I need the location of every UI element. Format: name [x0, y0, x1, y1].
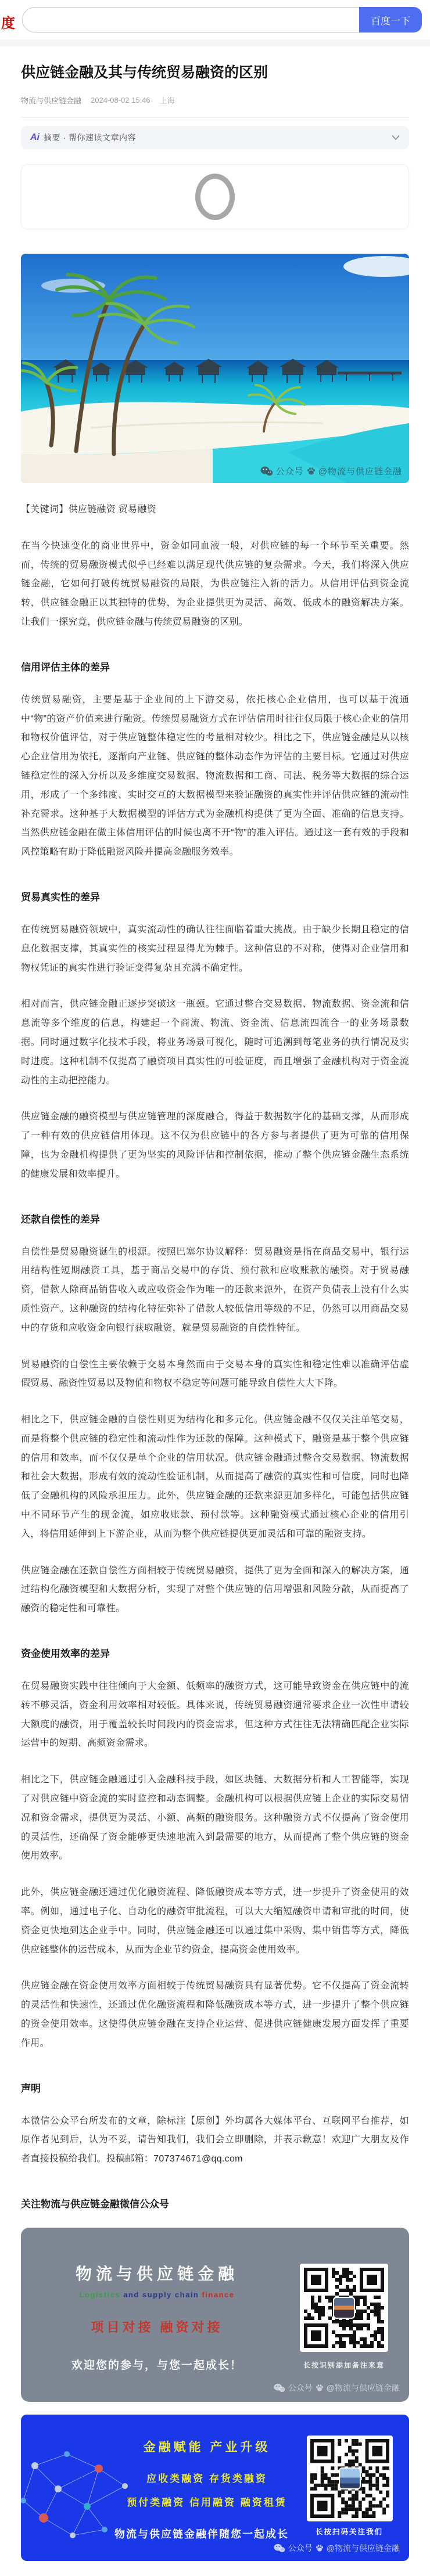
banner-tagline: 物流与供应链金融伴随您一起成长 — [114, 2528, 289, 2540]
banner-headline: 金融赋能 产业升级 — [143, 2441, 271, 2454]
section-heading: 还款自偿性的差异 — [21, 1213, 100, 1225]
watermark-account: @物流与供应链金融 — [326, 2383, 400, 2393]
section-heading: 贸易真实性的差异 — [21, 891, 100, 903]
banner-services-1: 应收类融资 存货类融资 — [146, 2473, 267, 2484]
ai-badge-icon: Ai — [30, 132, 40, 142]
paragraph: 在当今快速变化的商业世界中，资金如同血液一般，对供应链的每一个环节至关重要。然而，传统的贸易融资模式似乎已经难以满足现代供应链的复杂需求。今天，我们将深入供应链金融，它如何打破传统贸易融资的局限，为供应链注入新的活力。从信用评估到资金流转，供应链金融正以其独特的优势，为企业提供更为灵活、高效、低成本的融资解决方案。让我们一探究竟，供应链金融与传统贸易融资的区别。 — [21, 541, 409, 627]
banner-title: 物流与供应链金融 — [75, 2265, 238, 2283]
article-body — [21, 500, 409, 2210]
baidu-logo-partial: 度 — [1, 16, 15, 31]
paw-icon — [316, 2544, 324, 2552]
beach-photo[interactable] — [21, 254, 409, 483]
banner-subtitle-part: finance — [202, 2290, 235, 2299]
paragraph: 相比之下，供应链金融的自偿性则更为结构化和多元化。供应链金融不仅仅关注单笔交易，而是将整个供应链的稳定性和流动性作为还款的保障。这种模式下，融资是基于整个供应链的信用和效率，而不仅仅是单个企业的信用状况。供应链金融通过整合交易数据、物流数据和社会大数据，形成有效的流动性验证机制，从而提高了融资的真实性和可信度，同时也降低了金融机构的风险承担压力。此外，供应链金融的还款来源更加多样化，可能包括供应链中不同环节产生的现金流，如应收账款、预付款等。这种融资模式通过核心企业的信用引入，将信用延伸到上下游企业，从而为整个供应链提供更加灵活和可靠的融资支持。 — [21, 1415, 409, 1539]
publish-location: 上海 — [159, 96, 175, 105]
qr-caption: 长按扫码关注我们 — [315, 2528, 383, 2536]
section-heading: 关注物流与供应链金融微信公众号 — [21, 2199, 169, 2210]
qr-code — [300, 2264, 388, 2352]
chevron-down-icon[interactable] — [392, 135, 400, 140]
wechat-icon — [274, 2383, 285, 2393]
loading-card — [21, 164, 409, 229]
paragraph: 贸易融资的自偿性主要依赖于交易本身然而由于交易本身的真实性和稳定性难以准确评估虚假贸易、融资性贸易以及物值和物权不稳定等问题可能导致自偿性大大下降。 — [21, 1359, 409, 1389]
image-watermark — [274, 2382, 400, 2394]
wechat-icon — [260, 466, 273, 476]
paragraph: 此外，供应链金融还通过优化融资流程、降低融资成本等方式，进一步提升了资金使用的效率。例如，通过电子化、自动化的融资审批流程，可以大大缩短融资申请和审批的时间，使资金更快地到达企业手中。同时，供应链金融还可以通过集中采购、集中销售等方式，降低供应链整体的运营成本，从而为企业节约资金，提高资金使用效率。 — [21, 1887, 409, 1955]
article-meta — [21, 95, 409, 106]
paw-icon — [316, 2384, 324, 2392]
section-heading: 声明 — [21, 2083, 41, 2094]
search-button[interactable]: 百度一下 — [359, 7, 422, 33]
paragraph: 相对而言，供应链金融正逐步突破这一瓶颈。它通过整合交易数据、物流数据、资金流和信息流等多个维度的信息，构建起一个商流、物流、资金流、信息流四流合一的业务场景数据。同时通过数字化技术手段，将业务场景可视化，随时可追溯到每笔业务的执行情况及实时进度。这种机制不仅提高了融资项目真实性的可验证度，而且增强了金融机构对于资金流动性的主动把控能力。 — [21, 999, 409, 1086]
page-title: 供应链金融及其与传统贸易融资的区别 — [21, 64, 268, 81]
banner-slogan-red: 项目对接 融资对接 — [91, 2320, 223, 2334]
blue-banner-image[interactable] — [21, 2415, 409, 2561]
banner-subtitle — [41, 2290, 273, 2299]
paragraph: 在贸易融资实践中往往倾向于大金额、低频率的融资方式，这可能导致资金在供应链中的流转不够灵活，资金利用效率相对较低。具体来说，传统贸易融资通常要求企业一次性申请较大额度的融资，用于覆盖较长时间段内的资金需求，但这种方式往往无法精确匹配企业实际运营中的短期、高频资金需求。 — [21, 1681, 409, 1749]
watermark-prefix: 公众号 — [275, 467, 304, 477]
qr-center-avatar — [333, 2297, 355, 2319]
banner-subtitle-part: and supply chain — [123, 2290, 202, 2299]
article — [0, 63, 430, 2561]
header-separator — [0, 39, 430, 46]
paragraph: 供应链金融在资金使用效率方面相较于传统贸易融资具有显著优势。它不仅提高了资金流转的灵活性和快速性，还通过优化融资流程和降低融资成本等方式，进一步提升了整个供应链的资金使用效率。这使得供应链金融在支持企业运营、促进供应链健康发展方面发挥了重要作用。 — [21, 1981, 409, 2048]
publish-date: 2024-08-02 15:46 — [91, 96, 150, 105]
paragraph: 传统贸易融资，主要是基于企业间的上下游交易，依托核心企业信用，也可以基于流通中“物”的资产价值来进行融资。传统贸易融资方式在评估信用时往往仅局限于核心企业的信用和物权价值评估，对于供应链整体稳定性的考量相对较少。相比之下，供应链金融是从以核心企业信用为依托，逐渐向产业链、供应链的整体动态作为评估的主要目标。它通过对供应链稳定性的深入分析以及多维度交易数据、物流数据和工商、司法、税务等大数据的综合运用，形成了一个多纬度、实时交互的大数据模型来验证融资的真实性并评估供应链的流动性补充需求。这种基于大数据模型的评估方式为金融机构提供了更为全面、准确的信息支持。当然供应链金融在做主体信用评估的时候也离不开“物”的准入评估。通过这一套有效的手段和风控策略有助于降低融资风险并提高金融服务效率。 — [21, 694, 409, 858]
section-heading: 资金使用效率的差异 — [21, 1648, 110, 1660]
paragraph: 供应链金融在还款自偿性方面相较于传统贸易融资，提供了更为全面和深入的解决方案，通过结构化融资模型和大数据分析，实现了对整个供应链的信用增强和风险分散，从而提高了融资的稳定性和可靠性。 — [21, 1565, 409, 1614]
paw-icon — [307, 467, 316, 475]
paragraph: 在传统贸易融资领域中，真实流动性的确认往往面临着重大挑战。由于缺少长期且稳定的信息化数据支撑，其真实性的核实过程显得尤为棘手。这种信息的不对称，使得对企业信用和物权凭证的真实性进行验证变得复杂且充满不确定性。 — [21, 924, 409, 973]
qr-center-avatar — [339, 2467, 361, 2489]
ai-summary-label: 摘要 · 帮你速读文章内容 — [44, 133, 136, 142]
watermark-prefix: 公众号 — [288, 2543, 313, 2553]
banner-subtitle-part: Logistics — [79, 2290, 124, 2299]
paragraph: 供应链金融的融资模型与供应链管理的深度融合，得益于数据数字化的基础支撑，从而形成了一种有效的供应链信用体现。这不仅为供应链中的各方参与者提供了更为可靠的信用保障，也为金融机构提供了更为坚实的风险评估和控制依据，推动了整个供应链金融生态系统的健康发展和效率提升。 — [21, 1112, 409, 1179]
watermark-account: @物流与供应链金融 — [326, 2543, 400, 2553]
paragraph: 相比之下，供应链金融通过引入金融科技手段，如区块链、大数据分析和人工智能等，实现了对供应链中资金流的实时监控和动态调整。金融机构可以根据供应链上企业的实际交易情况和资金需求，提供更为灵活、小额、高频的融资服务。这种融资方式不仅提高了资金使用的灵活性，还确保了资金能够更快速地流入到最需要的地方，从而提高了整个供应链的资金使用效率。 — [21, 1775, 409, 1861]
banner-services-2: 预付类融资 信用融资 融资租赁 — [127, 2497, 287, 2508]
qr-caption: 长按识别添加备注来意 — [303, 2361, 385, 2369]
section-heading: 信用评估主体的差异 — [21, 661, 110, 673]
ai-summary-bar[interactable] — [21, 126, 409, 149]
banner-welcome-text: 欢迎您的参与，与您一起成长！ — [71, 2359, 242, 2372]
paragraph: 本微信公众平台所发布的文章，除标注【原创】外均属各大媒体平台、互联网平台推荐，如原作者见到后，认为不妥，请告知我们，我们会立即删除，并表示歉意！欢迎广大朋友及作者直接投稿给我们。投稿邮箱：707374671@qq.com — [21, 2116, 409, 2164]
image-watermark — [260, 465, 402, 477]
qr-code — [307, 2436, 393, 2521]
watermark-account: @物流与供应链金融 — [318, 467, 402, 477]
gray-banner-image[interactable] — [21, 2228, 409, 2402]
account-name-link[interactable]: 物流与供应链金融 — [21, 96, 82, 105]
wechat-icon — [274, 2543, 285, 2553]
meta-divider — [21, 117, 409, 118]
watermark-prefix: 公众号 — [288, 2383, 313, 2393]
baidu-search-header — [0, 0, 430, 39]
paragraph: 自偿性是贸易融资诞生的根源。按照巴塞尔协议解释：贸易融资是指在商品交易中，银行运用结构性短期融资工具，基于商品交易中的存货、预付款和应收账款的融资。对于贸易融资，借款人除商品销售收入或应收资金作为唯一的还款来源外，在资产负债表上没有什么实质性资产。这种融资的结构化特征弥补了借款人较低信用等级的不足，仍然可以用商品交易中的存货和应收资金向银行获取融资，就是贸易融资的自偿性特征。 — [21, 1246, 409, 1333]
paragraph: 【关键词】供应链融资 贸易融资 — [21, 505, 156, 514]
loading-spinner-icon — [195, 174, 235, 220]
image-watermark — [274, 2542, 400, 2554]
